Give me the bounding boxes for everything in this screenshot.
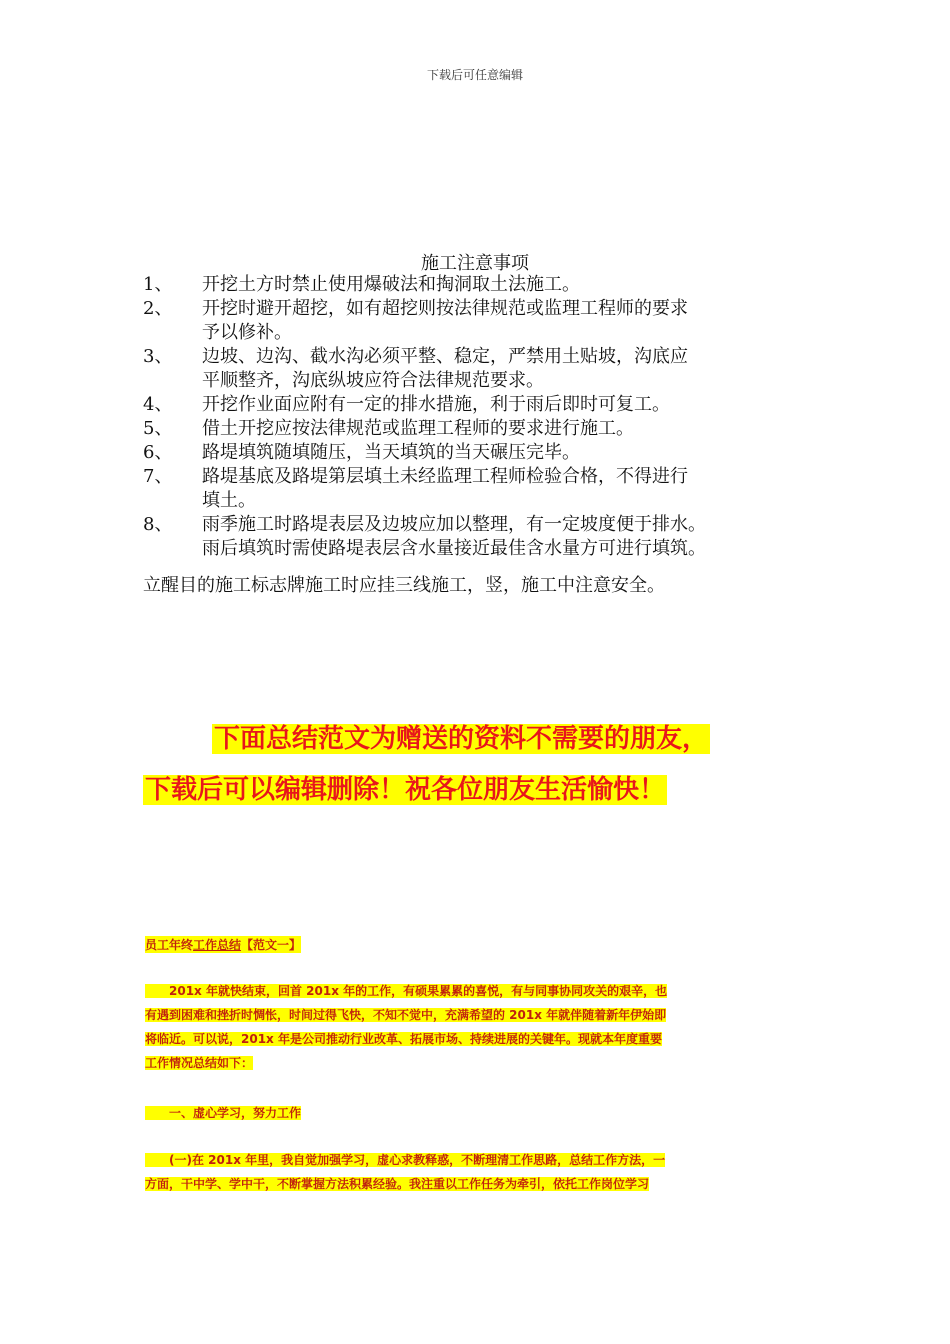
heading-part: 员工年终 xyxy=(145,938,194,952)
item-number: 3、 xyxy=(143,346,173,367)
paragraph-line: 201x 年就快结束，回首 201x 年的工作，有硕果累累的喜悦，有与同事协同攻关的艰辛，也 xyxy=(145,984,668,998)
item-number: 2、 xyxy=(143,298,173,319)
item-number: 6、 xyxy=(143,442,173,463)
promo-text: 下面总结范文为赠送的资料不需要的朋友， xyxy=(214,724,709,754)
paragraph-line: (一)在 201x 年里，我自觉加强学习，虚心求教释惑，不断理清工作思路，总结工作方法，一 xyxy=(145,1153,666,1167)
item-text: 边坡、边沟、截水沟必须平整、稳定，严禁用土贴坡，沟底应 xyxy=(202,346,688,367)
notice-closing: 立醒目的施工标志牌施工时应挂三线施工，竖，施工中注意安全。 xyxy=(143,575,665,596)
section-title: 一、虚心学习，努力工作 xyxy=(145,1106,302,1120)
item-text: 开挖土方时禁止使用爆破法和掏洞取土法施工。 xyxy=(202,274,580,295)
item-text-continued: 雨后填筑时需使路堤表层含水量接近最佳含水量方可进行填筑。 xyxy=(202,538,706,559)
item-text: 开挖作业面应附有一定的排水措施，利于雨后即时可复工。 xyxy=(202,394,670,415)
item-number: 7、 xyxy=(143,466,173,487)
notice-item-8 xyxy=(143,513,823,537)
notice-item-6 xyxy=(143,441,823,465)
item-text: 路堤填筑随填随压，当天填筑的当天碾压完毕。 xyxy=(202,442,580,463)
notice-list xyxy=(143,273,823,561)
paragraph-line: 将临近。可以说，201x 年是公司推动行业改革、拓展市场、持续进展的关键年。现就本年度重要 xyxy=(145,1032,662,1046)
item-number: 1、 xyxy=(143,274,173,295)
heading-link: 工作总结 xyxy=(193,938,242,952)
item-number: 4、 xyxy=(143,394,173,415)
promo-line-1 xyxy=(212,722,710,756)
item-text-continued: 予以修补。 xyxy=(202,322,292,343)
item-number: 8、 xyxy=(143,514,173,535)
notice-item-7 xyxy=(143,465,823,489)
promo-text: 下载后可以编辑删除！祝各位朋友生活愉快！ xyxy=(145,775,666,805)
essay-section-heading xyxy=(145,1101,805,1125)
item-text: 路堤基底及路堤第层填土未经监理工程师检验合格，不得进行 xyxy=(202,466,688,487)
item-text-continued: 填土。 xyxy=(202,490,256,511)
item-number: 5、 xyxy=(143,418,173,439)
item-text: 开挖时避开超挖，如有超挖则按法律规范或监理工程师的要求 xyxy=(202,298,688,319)
heading-part: 【范文一】 xyxy=(241,938,302,952)
essay-paragraph-1 xyxy=(145,979,805,1075)
paragraph-line: 工作情况总结如下： xyxy=(145,1056,254,1070)
notice-item-5 xyxy=(143,417,823,441)
item-text: 借土开挖应按法律规范或监理工程师的要求进行施工。 xyxy=(202,418,634,439)
item-text-continued: 平顺整齐，沟底纵坡应符合法律规范要求。 xyxy=(202,370,544,391)
notice-item-1 xyxy=(143,273,823,297)
notice-item-3 xyxy=(143,345,823,369)
paragraph-line: 有遇到困难和挫折时惆怅，时间过得飞快，不知不觉中，充满希望的 201x 年就伴随着新年伊始即 xyxy=(145,1008,667,1022)
essay-paragraph-2 xyxy=(145,1148,805,1196)
notice-title: 施工注意事项 xyxy=(421,253,529,274)
item-text: 雨季施工时路堤表层及边坡应加以整理，有一定坡度便于排水。 xyxy=(202,514,706,535)
paragraph-line: 方面，干中学、学中干，不断掌握方法积累经验。我注重以工作任务为牵引，依托工作岗位学习 xyxy=(145,1177,650,1191)
notice-item-4 xyxy=(143,393,823,417)
notice-item-2 xyxy=(143,297,823,321)
promo-line-2 xyxy=(143,773,667,807)
essay-heading xyxy=(145,936,301,953)
page-header: 下载后可任意编辑 xyxy=(426,68,523,82)
